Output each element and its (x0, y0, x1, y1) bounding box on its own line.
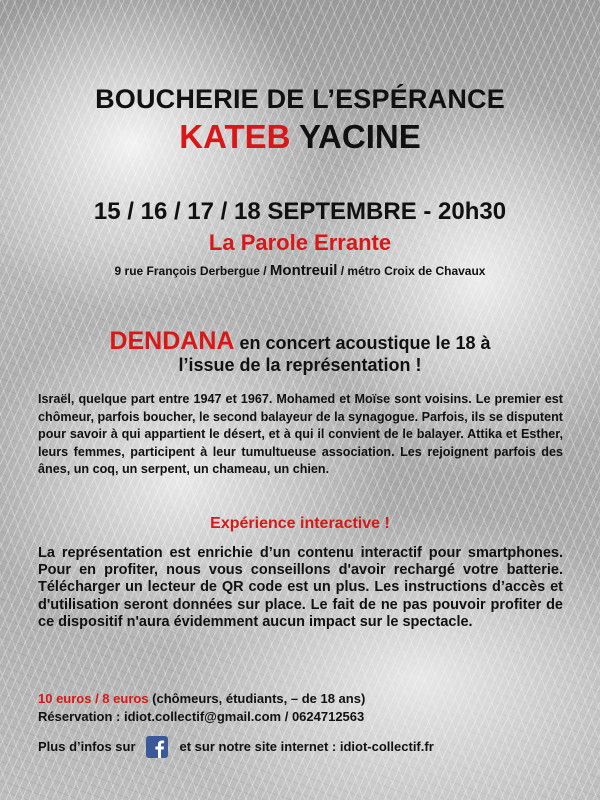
reservation-info: Réservation : idiot.collectif@gmail.com / 0624712563 (38, 709, 365, 724)
facebook-icon[interactable] (146, 736, 168, 758)
price: 10 euros / 8 euros (38, 691, 149, 706)
event-dates: 15 / 16 / 17 / 18 SEPTEMBRE - 20h30 (93, 198, 507, 225)
price-note: (chômeurs, étudiants, – de 18 ans) (148, 691, 366, 706)
pricing-info (38, 690, 568, 726)
address-street: 9 rue François Derbergue / (114, 264, 270, 278)
synopsis-text: Israël, quelque part entre 1947 et 1967. Mohamed et Moïse sont voisins. Le premier est chômeur, parfois boucher, le second balayeur de la synagogue. Parfois, ils se disputent pour savoir à qui appartient le désert, et à qui il convient de le balayer. Attika et Esther, leurs femmes, participent à leur tumultueuse association. Les rejoignent parfois des ânes, un coq, un serpent, un chameau, un chien. (38, 392, 563, 477)
concert-text-line2: l’issue de la représentation ! (178, 355, 422, 375)
venue-address (0, 262, 600, 279)
concert-text-line1: en concert acoustique le 18 à (234, 333, 491, 353)
venue-name: La Parole Errante (208, 230, 392, 255)
more-info-line (38, 736, 568, 758)
infos-suffix: et sur notre site internet : idiot-collectif.fr (179, 739, 434, 754)
infos-prefix: Plus d’infos sur (38, 739, 136, 754)
interactive-heading: Expérience interactive ! (210, 515, 390, 532)
address-city: Montreuil (269, 262, 338, 279)
author-last-name: YACINE (299, 118, 421, 155)
play-title: BOUCHERIE DE L’ESPÉRANCE (95, 84, 505, 114)
band-name: DENDANA (109, 327, 235, 355)
author-name (0, 118, 600, 156)
author-first-name: KATEB (179, 118, 291, 155)
address-metro: / métro Croix de Chavaux (337, 264, 486, 278)
interactive-text: La représentation est enrichie d’un contenu interactif pour smartphones. Pour en profiter, nous vous conseillons d'avoir rechargé votre batterie. Télécharger un lecteur de QR code est un plus. Les instructions d’accès et d'utilisation seront données sur place. Le fait de ne pas pouvoir profiter de ce dispositif n'aura évidemment aucun impact sur le spectacle. (38, 545, 563, 630)
concert-announcement (40, 327, 560, 376)
